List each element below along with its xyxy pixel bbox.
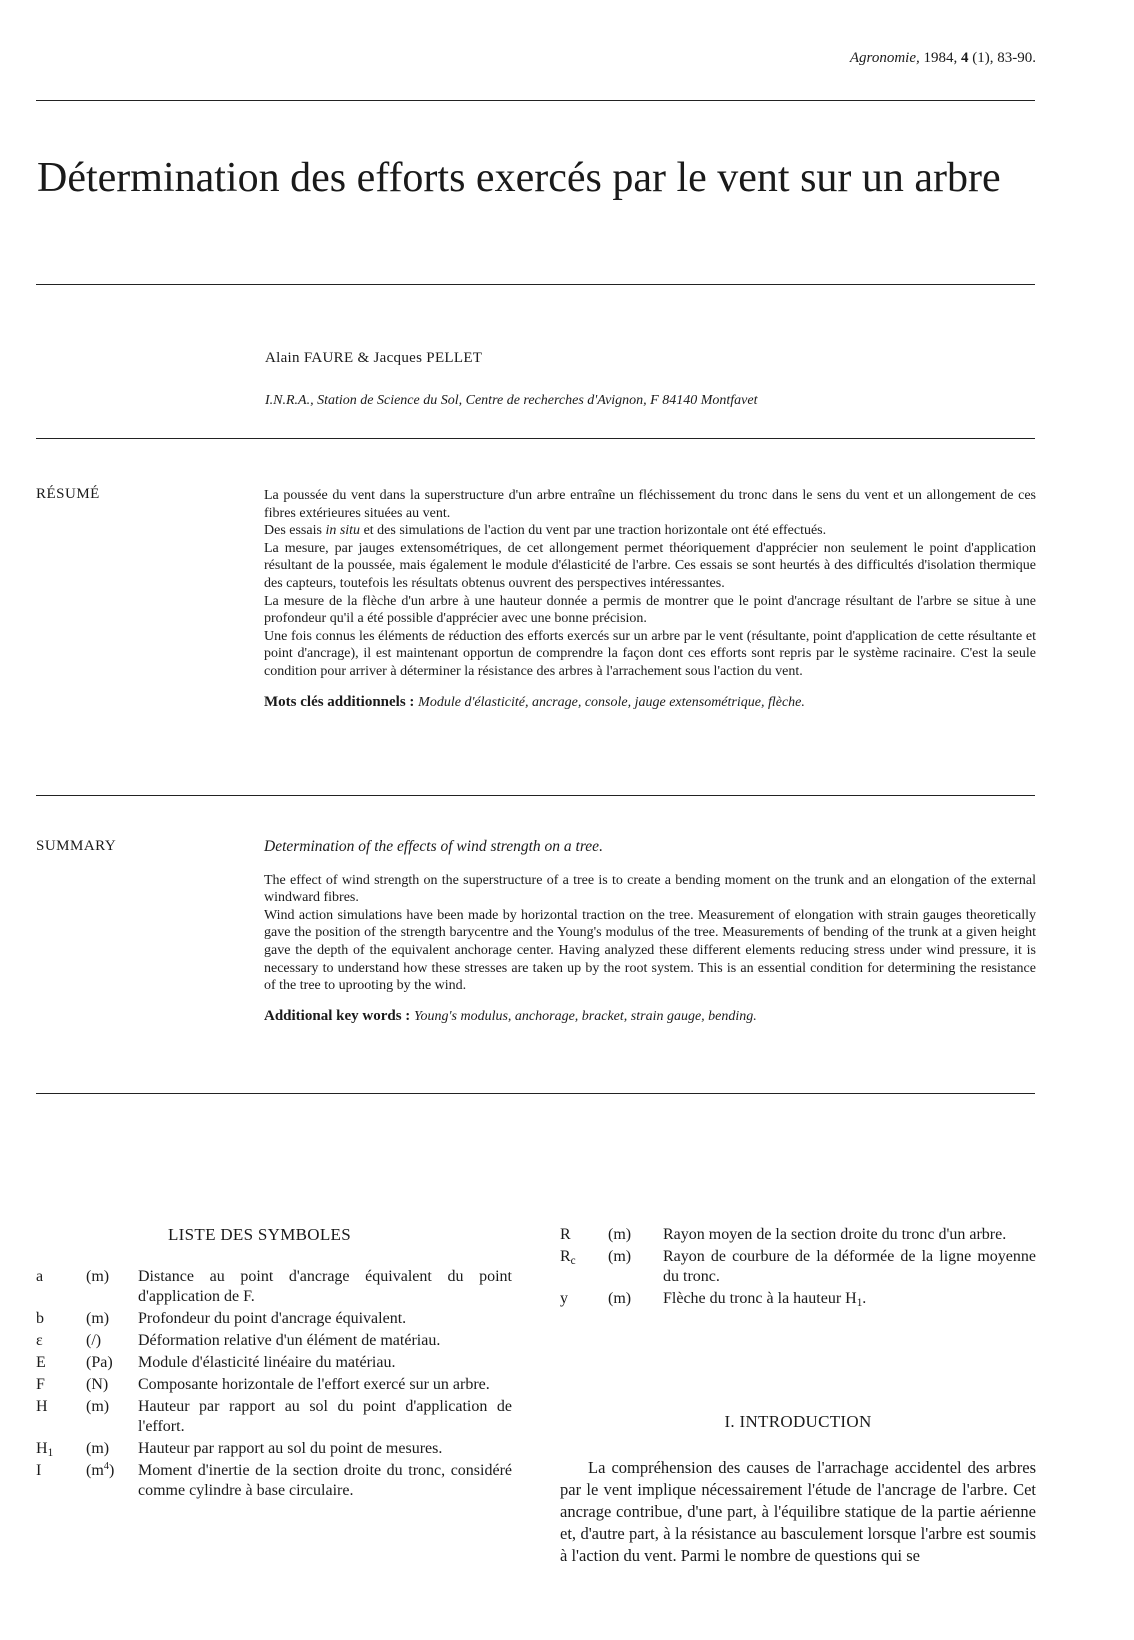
divider <box>36 100 1035 101</box>
symbol: E <box>36 1354 46 1371</box>
symbol-row <box>560 1289 1036 1309</box>
symbol-row <box>36 1353 512 1373</box>
symbol-description: Profondeur du point d'ancrage équivalent. <box>138 1310 407 1327</box>
symbol-unit: (m) <box>608 1290 632 1307</box>
unit-superscript: 4 <box>103 1461 109 1472</box>
resume-label: RÉSUMÉ <box>36 486 100 502</box>
symbol: R <box>560 1226 571 1243</box>
symbol: y <box>560 1290 568 1307</box>
symbol: ε <box>36 1332 43 1349</box>
resume-text: Des essais <box>264 523 326 539</box>
resume-text: et des simulations de l'action du vent par une traction horizontale ont été effectués. <box>360 523 827 539</box>
symbol-description <box>663 1289 1036 1309</box>
symbol-row <box>36 1331 512 1351</box>
desc-end: . <box>862 1290 867 1307</box>
symbol-description: Rayon moyen de la section droite du tronc d'un arbre. <box>663 1226 1007 1243</box>
symbol-row <box>560 1247 1036 1287</box>
resume-text-italic: in situ <box>325 523 361 539</box>
symbol: b <box>36 1310 44 1327</box>
symbol-row <box>560 1225 1036 1245</box>
affiliation: I.N.R.A., Station de Science du Sol, Centre de recherches d'Avignon, F 84140 Montfavet <box>265 393 758 408</box>
journal-reference <box>850 50 1036 67</box>
journal-year: 1984, <box>923 50 958 66</box>
symbol-unit: (Pa) <box>86 1354 113 1371</box>
summary-paragraph: Wind action simulations have been made by horizontal traction on the tree. Measurement of elongation with strain gauges theoretically gave the position of the strength barycentre and the Young's modulus of the tree. Measurements of bending of the trunk at a given height gave the depth of the equivalent anchorage center. Having analyzed these different elements reducing stress under wind pressure, it is necessary to understand how these stresses are taken up by the root system. This is an essential condition for determining the resistance of the tree to uprooting by the wind. <box>264 907 1036 994</box>
summary-label: SUMMARY <box>36 838 117 854</box>
divider <box>36 1093 1035 1094</box>
summary-keywords <box>264 1008 1036 1026</box>
symbol-unit: (m) <box>86 1440 110 1457</box>
symbol: I <box>36 1462 42 1479</box>
resume-paragraph: La poussée du vent dans la superstructure d'un arbre entraîne un fléchissement du tronc dans le sens du vent et un allongement de ces fibres extérieures situées au vent. <box>264 488 1036 521</box>
symbol-row <box>36 1267 512 1307</box>
symbol-subscript: c <box>570 1255 576 1267</box>
symbol-row <box>36 1375 512 1395</box>
symbol <box>36 1439 81 1459</box>
symbol-row <box>36 1397 512 1437</box>
resume-paragraph <box>264 522 1036 540</box>
symbol-row <box>36 1439 512 1459</box>
symbol-subscript: 1 <box>47 1447 54 1459</box>
resume-keywords-label: Mots clés additionnels : <box>264 693 415 710</box>
journal-issue-pages: (1), 83-90. <box>972 50 1036 66</box>
symbols-list-right <box>560 1225 1036 1311</box>
symbol-unit: (m) <box>608 1248 632 1265</box>
unit-base: (m <box>86 1462 104 1479</box>
symbol: H <box>36 1398 48 1415</box>
resume-paragraph: Une fois connus les éléments de réduction des efforts exercés sur un arbre par le vent (résultante, point d'application de cette résultante et point d'ancrage), il est maintenant opportun de comprendre la façon dont ces efforts sont repris par le système racinaire. C'est la seule condition pour arriver à déterminer la résistance des arbres à l'arrachement sous l'action du vent. <box>264 628 1036 679</box>
summary-body <box>264 838 1036 1025</box>
resume-paragraph: La mesure de la flèche d'un arbre à une hauteur donnée a permis de montrer que le point d'ancrage résultant de l'arbre se situe à une profondeur qu'il a été possible d'apprécier avec une bonne précision. <box>264 593 1036 627</box>
unit-end: ) <box>108 1462 115 1479</box>
symbol-description: Composante horizontale de l'effort exercé sur un arbre. <box>138 1376 490 1393</box>
symbol-row <box>36 1461 512 1501</box>
symbols-list-left <box>36 1267 512 1503</box>
introduction-text: La compréhension des causes de l'arrachage accidentel des arbres par le vent implique nécessairement l'étude de l'ancrage de l'arbre. Cet ancrage contribue, d'une part, à l'équilibre statique de la partie aérienne et, d'autre part, à la résistance au basculement lorsque l'arbre est soumis à l'action du vent. Parmi le nombre de questions qui se <box>560 1458 1036 1565</box>
divider <box>36 795 1035 796</box>
journal-name: Agronomie, <box>849 50 920 66</box>
symbol-description: Moment d'inertie de la section droite du tronc, considéré comme cylindre à base circulaire. <box>138 1462 512 1499</box>
summary-keywords-label: Additional key words : <box>264 1007 411 1024</box>
symbol-description: Hauteur par rapport au sol du point de mesures. <box>138 1440 443 1457</box>
symbol <box>560 1247 605 1267</box>
resume-keywords <box>264 694 1036 712</box>
resume-keywords-list: Module d'élasticité, ancrage, console, jauge extensométrique, flèche. <box>418 694 805 710</box>
symbol-unit: (N) <box>86 1376 109 1393</box>
symbol-row <box>36 1309 512 1329</box>
symbol-description: Distance au point d'ancrage équivalent du point d'application de F. <box>138 1268 512 1305</box>
authors: Alain FAURE & Jacques PELLET <box>265 350 483 366</box>
summary-paragraph: The effect of wind strength on the superstructure of a tree is to create a bending moment on the trunk and an elongation of the external windward fibres. <box>264 872 1036 906</box>
symbol-base: R <box>560 1248 571 1265</box>
divider <box>36 438 1035 439</box>
divider <box>36 284 1035 285</box>
symbol-description: Rayon de courbure de la déformée de la ligne moyenne du tronc. <box>663 1248 1036 1285</box>
symbol-unit: (m) <box>86 1310 110 1327</box>
summary-subtitle: Determination of the effects of wind strength on a tree. <box>264 838 603 855</box>
introduction-heading: I. INTRODUCTION <box>724 1412 872 1431</box>
symbol-unit: (m) <box>608 1226 632 1243</box>
symbol-description: Module d'élasticité linéaire du matériau. <box>138 1354 396 1371</box>
paper-title: Détermination des efforts exercés par le vent sur un arbre <box>37 155 1001 201</box>
symbol-unit: (m) <box>86 1398 110 1415</box>
symbol-description: Hauteur par rapport au sol du point d'application de l'effort. <box>138 1398 512 1435</box>
symbol-unit: (/) <box>86 1332 102 1349</box>
journal-volume: 4 <box>961 50 969 66</box>
summary-keywords-list: Young's modulus, anchorage, bracket, strain gauge, bending. <box>414 1008 757 1024</box>
symbol-unit <box>86 1461 141 1481</box>
symbols-heading: LISTE DES SYMBOLES <box>168 1225 351 1244</box>
symbol-description: Déformation relative d'un élément de matériau. <box>138 1332 441 1349</box>
resume-paragraph: La mesure, par jauges extensométriques, de cet allongement permet théoriquement d'apprécier non seulement le point d'application résultant de la poussée, mais également le module d'élasticité de l'arbre. Ces essais se sont heurtés à des difficultés d'isolation thermique des capteurs, toutefois les résultats obtenus ouvrent des perspectives intéressantes. <box>264 540 1036 591</box>
symbol: F <box>36 1376 45 1393</box>
desc-subscript: 1 <box>856 1297 863 1309</box>
symbol: a <box>36 1268 44 1285</box>
symbol-unit: (m) <box>86 1268 110 1285</box>
desc-base: Flèche du tronc à la hauteur H <box>663 1290 857 1307</box>
symbol-base: H <box>36 1440 48 1457</box>
resume-body <box>264 487 1036 711</box>
